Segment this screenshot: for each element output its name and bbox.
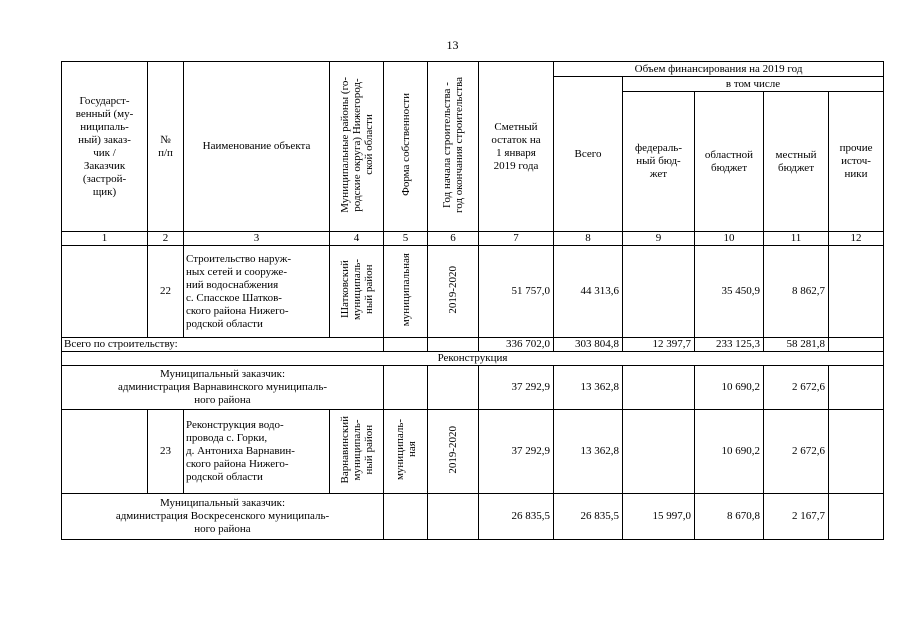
cell-years: 2019-2020	[428, 246, 479, 338]
cell-estimate: 26 835,5	[479, 494, 554, 540]
cell-empty	[384, 338, 428, 352]
cell-estimate: 37 292,9	[479, 366, 554, 410]
cell-other	[829, 410, 884, 494]
cell-regional: 8 670,8	[695, 494, 764, 540]
header-districts: Муниципальные районы (го- родские округа) Нижегород- ской области	[330, 62, 384, 232]
column-numbers-row	[62, 232, 884, 246]
cell-empty	[384, 494, 428, 540]
col-number: 7	[479, 232, 554, 246]
cell-district: Варнавинский муниципаль- ный район	[330, 410, 384, 494]
header-object-name: Наименование объекта	[184, 62, 330, 232]
cell-local: 2 672,6	[764, 410, 829, 494]
total-total: 303 804,8	[554, 338, 623, 352]
customer-voskresensk-label: Муниципальный заказчик: администрация Воскресенского муниципаль- ного района	[62, 494, 384, 540]
cell-years: 2019-2020	[428, 410, 479, 494]
cell-regional: 35 450,9	[695, 246, 764, 338]
page-number: 13	[446, 38, 459, 52]
cell-local: 2 167,7	[764, 494, 829, 540]
header-ownership: Форма собственности	[384, 62, 428, 232]
total-federal: 12 397,7	[623, 338, 695, 352]
col-number: 5	[384, 232, 428, 246]
cell-other	[829, 494, 884, 540]
cell-total: 13 362,8	[554, 410, 623, 494]
col-number: 12	[829, 232, 884, 246]
table-row-23	[62, 410, 884, 494]
total-construction-label: Всего по строительству:	[62, 338, 384, 352]
header-estimate: Сметный остаток на 1 января 2019 года	[479, 62, 554, 232]
section-reconstruction-row	[62, 352, 884, 366]
cell-total: 13 362,8	[554, 366, 623, 410]
col-number: 1	[62, 232, 148, 246]
total-other	[829, 338, 884, 352]
col-number: 10	[695, 232, 764, 246]
cell-estimate: 51 757,0	[479, 246, 554, 338]
header-customer: Государст- венный (му- ниципаль- ный) заказ- чик / Заказчик (застрой- щик)	[62, 62, 148, 232]
financing-table	[61, 61, 884, 540]
cell-district: Шатковский муниципаль- ный район	[330, 246, 384, 338]
cell-local: 8 862,7	[764, 246, 829, 338]
cell-federal: 15 997,0	[623, 494, 695, 540]
cell-total: 26 835,5	[554, 494, 623, 540]
header-total: Всего	[554, 77, 623, 232]
col-number: 8	[554, 232, 623, 246]
total-local: 58 281,8	[764, 338, 829, 352]
cell-ownership: муниципальная	[384, 246, 428, 338]
cell-object-name: Реконструкция водо- провода с. Горки, д. Антониха Варнавин- ского района Нижего- родской области	[184, 410, 330, 494]
header-years: Год начала строительства - год окончания строительства	[428, 62, 479, 232]
header-row-1	[62, 62, 884, 77]
cell-total: 44 313,6	[554, 246, 623, 338]
cell-empty	[428, 338, 479, 352]
header-local: местный бюджет	[764, 92, 829, 232]
cell-empty	[384, 366, 428, 410]
customer-varnavino-row	[62, 366, 884, 410]
total-estimate: 336 702,0	[479, 338, 554, 352]
cell-federal	[623, 410, 695, 494]
cell-customer-empty	[62, 410, 148, 494]
col-number: 11	[764, 232, 829, 246]
cell-object-name: Строительство наруж- ных сетей и сооруже- ний водоснабжения с. Спасское Шатков- ского района Нижего- родской области	[184, 246, 330, 338]
header-federal: федераль- ный бюд- жет	[623, 92, 695, 232]
header-other: прочие источ- ники	[829, 92, 884, 232]
cell-estimate: 37 292,9	[479, 410, 554, 494]
cell-num: 22	[148, 246, 184, 338]
cell-federal	[623, 366, 695, 410]
header-including: в том числе	[623, 77, 884, 92]
col-number: 6	[428, 232, 479, 246]
cell-local: 2 672,6	[764, 366, 829, 410]
section-reconstruction-title: Реконструкция	[62, 352, 884, 366]
col-number: 2	[148, 232, 184, 246]
cell-num: 23	[148, 410, 184, 494]
header-financing: Объем финансирования на 2019 год	[554, 62, 884, 77]
cell-regional: 10 690,2	[695, 410, 764, 494]
cell-customer-empty	[62, 246, 148, 338]
cell-other	[829, 246, 884, 338]
col-number: 4	[330, 232, 384, 246]
cell-empty	[428, 494, 479, 540]
cell-other	[829, 366, 884, 410]
cell-regional: 10 690,2	[695, 366, 764, 410]
col-number: 3	[184, 232, 330, 246]
cell-empty	[428, 366, 479, 410]
header-num: № п/п	[148, 62, 184, 232]
col-number: 9	[623, 232, 695, 246]
customer-varnavino-label: Муниципальный заказчик: администрация Варнавинского муниципаль- ного района	[62, 366, 384, 410]
table-row-22	[62, 246, 884, 338]
customer-voskresensk-row	[62, 494, 884, 540]
total-regional: 233 125,3	[695, 338, 764, 352]
cell-federal	[623, 246, 695, 338]
header-regional: областной бюджет	[695, 92, 764, 232]
total-construction-row	[62, 338, 884, 352]
cell-ownership: муниципаль- ная	[384, 410, 428, 494]
